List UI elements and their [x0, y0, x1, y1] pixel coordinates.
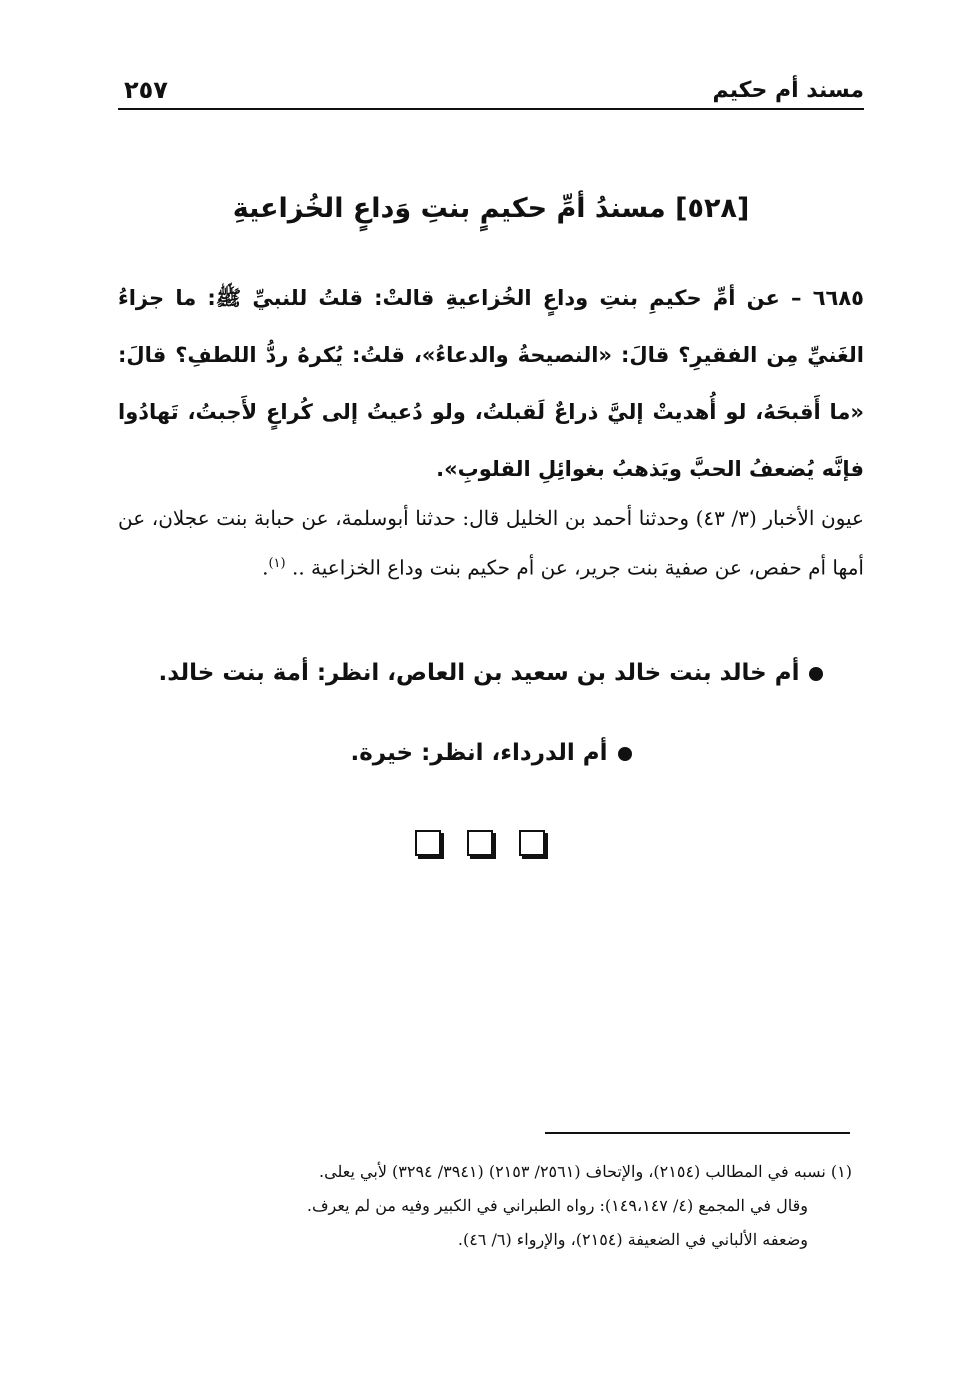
footnote-line: (١) نسبه في المطالب (٢١٥٤)، والإتحاف (٢٥٦١/ ٢١٥٣) (٣٩٤١/ ٣٢٩٤) لأبي يعلى.	[319, 1162, 852, 1181]
square-ornament-icon	[467, 830, 493, 856]
running-header	[118, 72, 864, 110]
running-title: مسند أم حكيم	[712, 78, 864, 103]
source-text: عيون الأخبار (٣/ ٤٣) وحدثنا أحمد بن الخليل قال: حدثنا أبوسلمة، عن حبابة بنت عجلان، عن أمها أم حفص، عن صفية بنت جرير، عن أم حكيم بنت وداع الخزاعية ..	[118, 506, 864, 580]
cross-reference	[118, 740, 864, 766]
cross-reference-text: أم الدرداء، انظر: خيرة.	[350, 740, 608, 766]
footnotes	[118, 1155, 852, 1257]
bullet-icon	[809, 667, 823, 681]
square-ornament-icon	[519, 830, 545, 856]
footnote-line: وقال في المجمع (٤/ ١٤٩،١٤٧): رواه الطبراني في الكبير وفيه من لم يعرف.	[306, 1196, 808, 1215]
chapter-title: [٥٢٨] مسندُ أمِّ حكيمٍ بنتِ وَداعٍ الخُزاعيةِ	[232, 193, 750, 224]
square-ornament-icon	[415, 830, 441, 856]
hadith-text: ٦٦٨٥ – عن أمِّ حكيمِ بنتِ وداعٍ الخُزاعيةِ قالتْ: قلتُ للنبيِّ ﷺ: ما جزاءُ الغَنيِّ مِن الفقيرِ؟ قالَ: «النصيحةُ والدعاءُ»، قلتُ: يُكرهُ ردُّ اللطفِ؟ قالَ: «ما أَقبحَهُ، لو أُهديتْ إليَّ ذراعٌ لَقبلتُ، ولو دُعيتُ إلى كُراعٍ لأَجبتُ، تَهادُوا فإنَّه يُضعفُ الحبَّ ويَذهبُ بغوائِلِ القلوبِ».	[118, 286, 864, 481]
footnote-marker[interactable]: (١)	[268, 556, 286, 571]
page-number: ٢٥٧	[124, 76, 168, 104]
cross-reference-text: أم خالد بنت خالد بن سعيد بن العاص، انظر: أمة بنت خالد.	[158, 660, 800, 686]
footnote-divider	[545, 1132, 850, 1134]
footnote-line: وضعفه الألباني في الضعيفة (٢١٥٤)، والإرواء (٦/ ٤٦).	[457, 1230, 808, 1249]
source-paragraph: عيون الأخبار (٣/ ٤٣) وحدثنا أحمد بن الخليل قال: حدثنا أبوسلمة، عن حبابة بنت عجلان، عن أمها أم حفص، عن صفية بنت جرير، عن أم حكيم بنت وداع الخزاعية .. $^{(١)}$.	[118, 506, 864, 580]
bullet-icon	[618, 747, 632, 761]
cross-reference	[118, 660, 864, 686]
section-end-ornament	[415, 830, 545, 860]
